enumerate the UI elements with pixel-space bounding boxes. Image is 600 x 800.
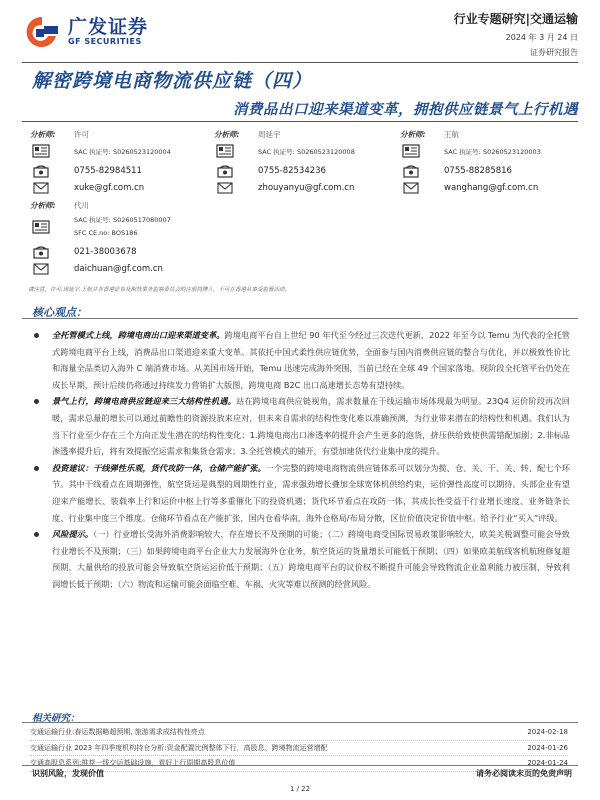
logo-chinese-text: 广发证券 — [68, 16, 149, 38]
bullet-text: 跨境电商平台自上世纪 90 年代至今经过三次迭代更新，2022 年至今以 Temu 为代表的全托管式跨境电商平台上线，消费品出口渠道迎来重大变革。其依托中国式柔性供应链优势，全面参与国内消费供应链的整合与优化，并以极致性价比和海量全品类切入海外 C 端消费市场。从美国市场开始，Temu 迅速完成海外突围，当前已经在全球 49 个国家落地。现阶段全托管平台仍处在成长早期，预计后续仍将通过持续发力营销扩大版图，跨境电商 B2C 出口高速增长态势有望持续。 — [52, 330, 570, 390]
related-item[interactable] — [30, 741, 568, 757]
bullet-text: 站在跨境电商供应链视角，需求数量在干线运输市场体现最为明显。23Q4 运价阶段再次回暖，需求总量的增长可以通过前瞻性的资源投放来应对，但未来自需求的结构性变化难以准确预测，为行业带来潜在的结构性和机遇。我们认为当下行业至少存在三个方向正发生潜在的结构性变化：1.跨境电商出口渗透率的提升会产生更多的泡货，挤压供给致使供需错配加剧；2.非标品渗透率提升后，将有效提振空运需求和集货仓需求；3.全托管模式的铺开，有望加速货代行业集中度的提升。 — [52, 396, 570, 457]
core-bullet — [30, 327, 570, 393]
footer-disclaimer-note: 请务必阅读末页的免责声明 — [476, 769, 572, 778]
related-research-title: 相关研究： — [32, 713, 80, 724]
title-band — [22, 62, 578, 122]
analyst-email[interactable]: daichuan@gf.com.cn — [74, 263, 163, 274]
analyst-phone: 0755-82534236 — [258, 165, 326, 176]
analyst-name: 周延宇 — [258, 129, 281, 139]
analyst-label: 分析师: — [214, 129, 240, 139]
core-bullet — [30, 460, 570, 526]
page-header — [0, 0, 600, 64]
analyst-sac: SAC 执证号: S0260517080007 — [74, 216, 171, 224]
analyst-email[interactable]: zhouyanyu@gf.com.cn — [258, 182, 355, 193]
bullet-lead: 景气上行，跨境电商供应链迎来三大结构性机遇。 — [52, 396, 236, 407]
email-icon — [30, 262, 52, 276]
analyst-name: 王航 — [444, 129, 459, 139]
analyst-sac: SAC 执证号: S0260523120003 — [444, 147, 541, 156]
analyst-label: 分析师: — [400, 129, 426, 139]
divider — [22, 722, 578, 723]
footer-slogan: 识别风险，发现价值 — [32, 769, 104, 778]
report-type: 行业专题研究|交通运输 — [453, 12, 578, 26]
analyst-phone: 021-38003678 — [74, 246, 137, 257]
analyst-name: 许可 — [74, 129, 89, 139]
analyst-sac: SAC 执证号: S0260523120008 — [258, 147, 355, 156]
certificate-icon — [214, 144, 236, 158]
bullet-text: （一）行业增长受海外消费影响较大，存在增长不及预期的可能；（二）跨境电商受国际贸易政策影响较大，欧美关税调整可能会导致行业增长不及预期；（三）如果跨境电商平台企业大力发展海外仓业务，航空货运的货量增长可能低于预期；（四）如果欧美航线客机航班修复超预期，大量供给的投放可能会导致航空货运运价低于预期；（五）跨境电商平台的议价权不断提升可能会导致物流企业盈利能力被压制，导致利润增长低于预期；（六）物流和运输可能会面临空难、车祸、火灾等难以预测的经营风险。 — [52, 529, 570, 589]
analyst-sfc: SFC CE.no: BOS186 — [74, 229, 138, 237]
gf-securities-logo — [22, 14, 148, 50]
core-bullet — [30, 393, 570, 459]
related-item[interactable] — [30, 725, 568, 741]
analyst-sac: SAC 执证号: S0260523120004 — [74, 147, 171, 156]
gf-logo-icon — [22, 14, 62, 50]
bullet-lead: 风险提示。 — [52, 529, 94, 540]
phone-icon — [30, 245, 52, 259]
analyst-name: 代川 — [74, 200, 89, 210]
certificate-icon — [30, 220, 52, 234]
email-icon — [30, 181, 52, 195]
related-item-date: 2024-01-24 — [527, 759, 568, 767]
analyst-card — [214, 128, 355, 196]
certificate-icon — [400, 144, 422, 158]
report-department: 证券研究报告 — [530, 48, 578, 57]
analyst-card — [30, 199, 171, 277]
related-item-date: 2024-01-26 — [527, 743, 568, 752]
sub-title: 消费品出口迎来渠道变革，拥抱供应链景气上行机遇 — [233, 102, 578, 118]
analyst-label: 分析师: — [30, 129, 56, 139]
email-icon — [400, 181, 422, 195]
logo-english-text: GF SECURITIES — [68, 37, 142, 46]
page-number: 1 / 22 — [289, 785, 311, 793]
related-item-title[interactable]: 交通运输行业:春运数据略超预期, 旅游需求成结构性亮点 — [30, 728, 205, 736]
analyst-phone: 0755-82984511 — [74, 165, 142, 176]
divider — [22, 318, 578, 319]
email-icon — [214, 181, 236, 195]
certificate-icon — [30, 144, 52, 158]
phone-icon — [400, 164, 422, 178]
core-view-list — [30, 327, 570, 593]
core-view-title: 核心观点： — [32, 306, 87, 319]
analyst-card — [400, 128, 541, 196]
related-item-title[interactable]: 交通高股息系列:推荐一线交运基础设施，看好上行周期高股息价值 — [30, 759, 236, 767]
phone-icon — [214, 164, 236, 178]
footer-divider — [22, 765, 578, 766]
bullet-lead: 投资建议：干线弹性乐观，货代攻防一体，仓储产能扩张。 — [52, 462, 266, 473]
related-item-date: 2024-02-18 — [527, 728, 568, 736]
analyst-label: 分析师: — [30, 200, 56, 210]
core-bullet — [30, 526, 570, 592]
main-title: 解密跨境电商物流供应链（四） — [32, 70, 313, 92]
analyst-email[interactable]: xuke@gf.com.cn — [74, 182, 145, 193]
analyst-card — [30, 128, 171, 196]
analyst-phone: 0755-88285816 — [444, 165, 512, 176]
analyst-disclaimer: 请注意，许可,周延宇,王航并非香港证券及期货事务监察委员会的注册持牌人，不可在香港从事受监管活动。 — [28, 287, 291, 293]
analyst-email[interactable]: wanghang@gf.com.cn — [444, 182, 539, 193]
related-item-title[interactable]: 交通运输行业 2023 年四季度机构持仓分析:资金配置比例整体下行，高股息、跨境物流运营增配 — [30, 743, 328, 752]
bullet-lead: 全托管模式上线，跨境电商出口迎来渠道变革。 — [52, 330, 225, 340]
report-date: 2024 年 3 月 24 日 — [505, 33, 578, 42]
phone-icon — [30, 164, 52, 178]
bullet-text: 一个完整的跨境电商物流供应链体系可以划分为揽、仓、关、干、关、转、配七个环节。其中干线看点在周期弹性，航空货运是典型的周期性行业，需求强劲增长叠加全球宽体机供给约束，运价弹性高度可以期待。头部企业有望迎来产能增长、装载率上行和运价中枢上行等多重催化下的投资机遇；货代环节看点在攻防一体，其成长性受益于行业增长速度、业务链条长度、行业集中度三个维度。仓储环节看点在产能扩张，国内仓看华南，海外仓格局/布局分散，区位价值决定价值中枢。给予行业“买入”评级。 — [52, 462, 570, 523]
